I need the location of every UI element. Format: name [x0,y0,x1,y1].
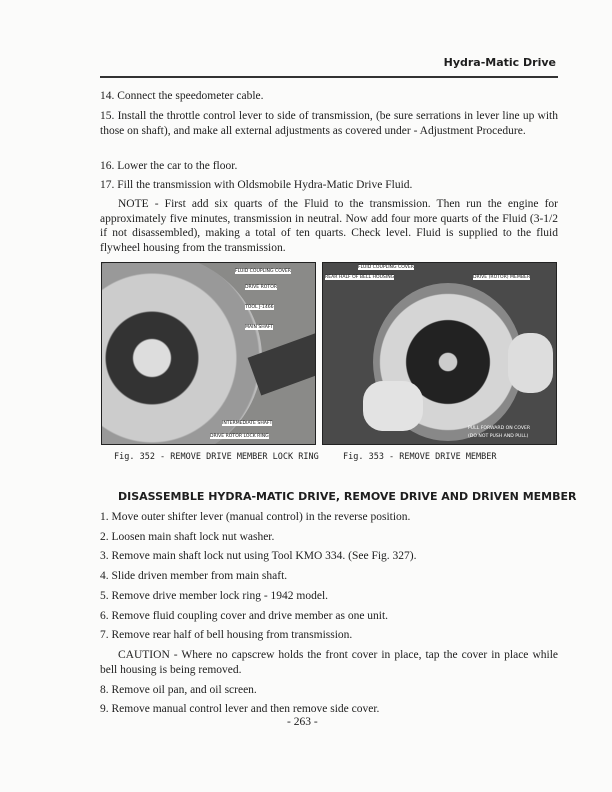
hand-image [363,381,423,431]
step-14: 14. Connect the speedometer cable. [100,90,264,102]
running-header: Hydra-Matic Drive [443,56,556,69]
page-number: - 263 - [287,716,318,728]
hand-image [508,333,553,393]
label: FLUID COUPLING COVER [358,265,414,270]
label: FLUID COUPLING COVER [235,269,291,274]
step-3: 3. Remove main shaft lock nut using Tool KMO 334. (See Fig. 327). [100,550,417,562]
figure-353-caption: Fig. 353 - REMOVE DRIVE MEMBER [343,452,497,462]
step-16: 16. Lower the car to the floor. [100,160,238,172]
figure-352-photo [101,262,316,445]
label: REAR HALF OF BELL HOUSING [325,275,395,280]
figure-353-photo [322,262,557,445]
label: PULL FORWARD ON COVER [468,426,531,431]
fluid-coupling-image [101,262,262,445]
step-2: 2. Loosen main shaft lock nut washer. [100,531,275,543]
step-15: 15. Install the throttle control lever to side of transmission, (be sure serrations in lever line up with those on shaft), and make all external adjustments as covered under - Adjustment Procedure. [100,110,558,137]
label: DRIVE (ROTOR) MEMBER [473,275,531,280]
label: (DO NOT PUSH AND PULL) [468,434,529,439]
step-5: 5. Remove drive member lock ring - 1942 model. [100,590,329,602]
label: TOOL J-1466 [245,305,274,310]
label: INTERMEDIATE SHAFT [222,421,273,426]
figure-352-caption: Fig. 352 - REMOVE DRIVE MEMBER LOCK RING [114,452,319,462]
caution-paragraph: CAUTION - Where no capscrew holds the front cover in place, tap the cover in place while bell housing is being removed. [100,649,558,676]
step-17: 17. Fill the transmission with Oldsmobile Hydra-Matic Drive Fluid. [100,179,413,191]
step-7: 7. Remove rear half of bell housing from transmission. [100,629,353,641]
section-heading: DISASSEMBLE HYDRA-MATIC DRIVE, REMOVE DRIVE AND DRIVEN MEMBER [118,490,577,503]
label: DRIVE ROTOR LOCK RING [210,434,269,439]
note-paragraph: NOTE - First add six quarts of the Fluid to the transmission. Then run the engine for approximately five minutes, transmission in neutral. Now add four more quarts of the Fluid (3-1/2 if not disassembled), making a total of ten quarts. Check level. Fluid is supplied to the fluid flywheel housing from the transmission. [100,198,558,254]
header-rule [100,76,558,78]
step-8: 8. Remove oil pan, and oil screen. [100,684,257,696]
label: MAIN SHAFT [245,325,274,330]
step-4: 4. Slide driven member from main shaft. [100,570,288,582]
step-9: 9. Remove manual control lever and then remove side cover. [100,703,380,715]
step-1: 1. Move outer shifter lever (manual control) in the reverse position. [100,511,411,523]
label: DRIVE ROTOR [245,285,278,290]
step-6: 6. Remove fluid coupling cover and drive member as one unit. [100,610,389,622]
